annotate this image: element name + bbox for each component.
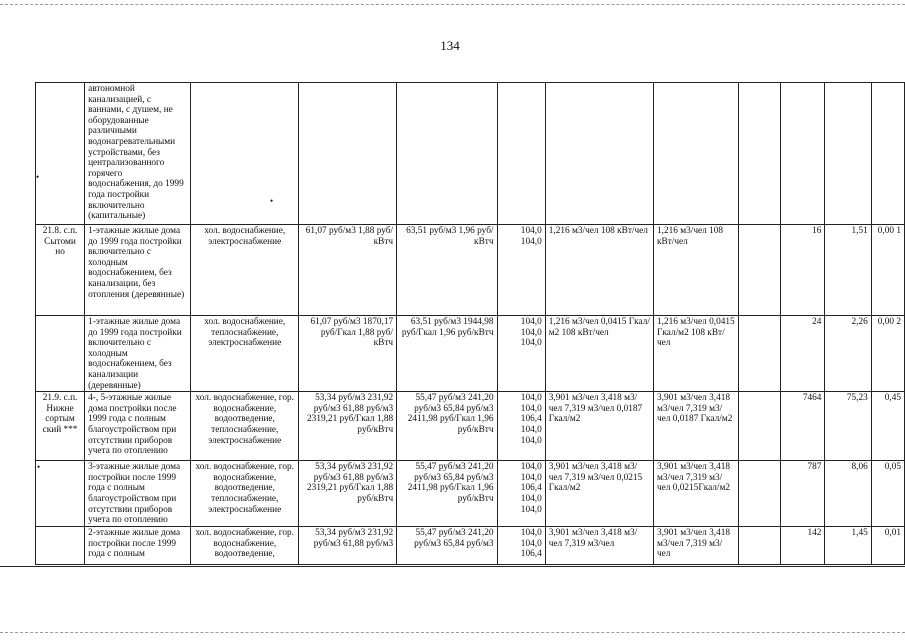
- cell-index: 104,0 104,0 104,0: [497, 316, 545, 392]
- cell-empty: [739, 316, 781, 392]
- scan-speck: •: [270, 196, 274, 206]
- cell-tariff-new: 55,47 руб/м3 241,20 руб/м3 65,84 руб/м3 2411,98 руб/Гкал 1,96 руб/кВтч: [397, 461, 497, 527]
- cell-services: хол. водоснабжение, гор. водоснабжение, водоотведение, теплоснабжение, электроснабжение: [191, 392, 299, 461]
- cell-count: 7464: [781, 392, 825, 461]
- cell-building-type: 1-этажные жилые дома до 1999 года постройки включительно с холодным водоснабжением, без канализации (деревянные): [85, 316, 191, 392]
- cell-count: 142: [781, 527, 825, 565]
- cell-services: хол. водоснабжение, электроснабжение: [191, 225, 299, 316]
- table-row: [36, 461, 905, 527]
- cell-number: [36, 316, 85, 392]
- cell-index: [497, 83, 545, 225]
- cell-sum: [825, 83, 871, 225]
- cell-building-type: 1-этажные жилые дома до 1999 года постройки включительно с холодным водоснабжением, без канализации, без отопления (деревянные): [85, 225, 191, 316]
- table-cut-line: [0, 566, 905, 567]
- cell-norm-new: 1,216 м3/чел 108 кВт/чел: [654, 225, 739, 316]
- cell-norm-current: 1,216 м3/чел 108 кВт/чел: [545, 225, 653, 316]
- cell-norm-new: 3,901 м3/чел 3,418 м3/чел 7,319 м3/чел 0,0187 Гкал/м2: [654, 392, 739, 461]
- cell-norm-current: 3,901 м3/чел 3,418 м3/чел 7,319 м3/чел 0,0187 Гкал/м2: [545, 392, 653, 461]
- cell-building-type: автономной канализацией, с ваннами, с душем, не оборудованные различными водонагревательными устройствами, без централизованного горячего водоснабжения, до 1999 года постройки включительно (капитальные): [85, 83, 191, 225]
- cell-norm-new: [654, 83, 739, 225]
- scan-speck: •: [37, 462, 41, 472]
- cell-count: 16: [781, 225, 825, 316]
- cell-norm-new: 3,901 м3/чел 3,418 м3/чел 7,319 м3/чел: [654, 527, 739, 565]
- cell-tariff-new: 55,47 руб/м3 241,20 руб/м3 65,84 руб/м3 2411,98 руб/Гкал 1,96 руб/кВтч: [397, 392, 497, 461]
- cell-empty: [739, 461, 781, 527]
- cell-number: [36, 527, 85, 565]
- cell-percent: 0,05: [871, 461, 904, 527]
- cell-empty: [739, 225, 781, 316]
- cell-sum: 1,51: [825, 225, 871, 316]
- cell-norm-current: 3,901 м3/чел 3,418 м3/чел 7,319 м3/чел: [545, 527, 653, 565]
- cell-tariff-current: 53,34 руб/м3 231,92 руб/м3 61,88 руб/м3 2319,21 руб/Гкал 1,88 руб/кВтч: [299, 392, 397, 461]
- cell-tariff-new: 63,51 руб/м3 1944,98 руб/Гкал 1,96 руб/кВтч: [397, 316, 497, 392]
- scan-speck: •: [36, 172, 40, 182]
- cell-empty: [739, 527, 781, 565]
- table-body: [36, 83, 905, 565]
- cell-index: 104,0 104,0: [497, 225, 545, 316]
- table-row: [36, 83, 905, 225]
- cell-services: хол. водоснабжение, гор. водоснабжение, водоотведение, теплоснабжение, электроснабжение: [191, 461, 299, 527]
- tariff-table: [35, 82, 905, 565]
- cell-number: [36, 83, 85, 225]
- cell-norm-current: 1,216 м3/чел 0,0415 Гкал/м2 108 кВт/чел: [545, 316, 653, 392]
- cell-number: 21.8. с.п. Сытоми но: [36, 225, 85, 316]
- cell-index: 104,0 104,0 106,4: [497, 527, 545, 565]
- cell-percent: [871, 83, 904, 225]
- cell-sum: 75,23: [825, 392, 871, 461]
- cell-services: [191, 83, 299, 225]
- cell-tariff-current: [299, 83, 397, 225]
- cell-index: 104,0 104,0 106,4 104,0 104,0: [497, 392, 545, 461]
- cell-count: 24: [781, 316, 825, 392]
- cell-empty: [739, 392, 781, 461]
- cell-norm-current: [545, 83, 653, 225]
- table-row: [36, 225, 905, 316]
- cell-building-type: 2-этажные жилые дома постройки после 1999 года с полным: [85, 527, 191, 565]
- cell-percent: 0,00 2: [871, 316, 904, 392]
- cell-building-type: 4-, 5-этажные жилые дома постройки после 1999 года с полным благоустройством при отсутствии приборов учета по отоплению: [85, 392, 191, 461]
- cell-number: [36, 461, 85, 527]
- cell-percent: 0,01: [871, 527, 904, 565]
- cell-norm-new: 3,901 м3/чел 3,418 м3/чел 7,319 м3/чел 0,0215Гкал/м2: [654, 461, 739, 527]
- cell-tariff-current: 53,34 руб/м3 231,92 руб/м3 61,88 руб/м3: [299, 527, 397, 565]
- cell-empty: [739, 83, 781, 225]
- cell-norm-new: 1,216 м3/чел 0,0415 Гкал/м2 108 кВт/чел: [654, 316, 739, 392]
- cell-tariff-new: 63,51 руб/м3 1,96 руб/кВтч: [397, 225, 497, 316]
- table-row: [36, 527, 905, 565]
- cell-percent: 0,45: [871, 392, 904, 461]
- cell-tariff-new: [397, 83, 497, 225]
- cell-tariff-current: 61,07 руб/м3 1,88 руб/кВтч: [299, 225, 397, 316]
- cell-tariff-new: 55,47 руб/м3 241,20 руб/м3 65,84 руб/м3: [397, 527, 497, 565]
- cell-norm-current: 3,901 м3/чел 3,418 м3/чел 7,319 м3/чел 0,0215 Гкал/м2: [545, 461, 653, 527]
- cell-tariff-current: 53,34 руб/м3 231,92 руб/м3 61,88 руб/м3 2319,21 руб/Гкал 1,88 руб/кВтч: [299, 461, 397, 527]
- cell-sum: 1,45: [825, 527, 871, 565]
- cell-services: хол. водоснабжение, гор. водоснабжение, водоотведение,: [191, 527, 299, 565]
- cell-sum: 8,06: [825, 461, 871, 527]
- cell-index: 104,0 104,0 106,4 104,0 104,0: [497, 461, 545, 527]
- cell-building-type: 3-этажные жилые дома постройки после 1999 года с полным благоустройством при отсутствии приборов учета по отоплению: [85, 461, 191, 527]
- cell-services: хол. водоснабжение, теплоснабжение, электроснабжение: [191, 316, 299, 392]
- table-row: [36, 316, 905, 392]
- cell-count: 787: [781, 461, 825, 527]
- scan-edge-bottom: [0, 632, 905, 633]
- cell-count: [781, 83, 825, 225]
- cell-sum: 2,26: [825, 316, 871, 392]
- cell-percent: 0,00 1: [871, 225, 904, 316]
- table-row: [36, 392, 905, 461]
- page-number: 134: [440, 38, 460, 53]
- scan-edge-top: [0, 4, 905, 5]
- cell-number: 21.9. с.п. Нижне сортым ский ***: [36, 392, 85, 461]
- cell-tariff-current: 61,07 руб/м3 1870,17 руб/Гкал 1,88 руб/кВтч: [299, 316, 397, 392]
